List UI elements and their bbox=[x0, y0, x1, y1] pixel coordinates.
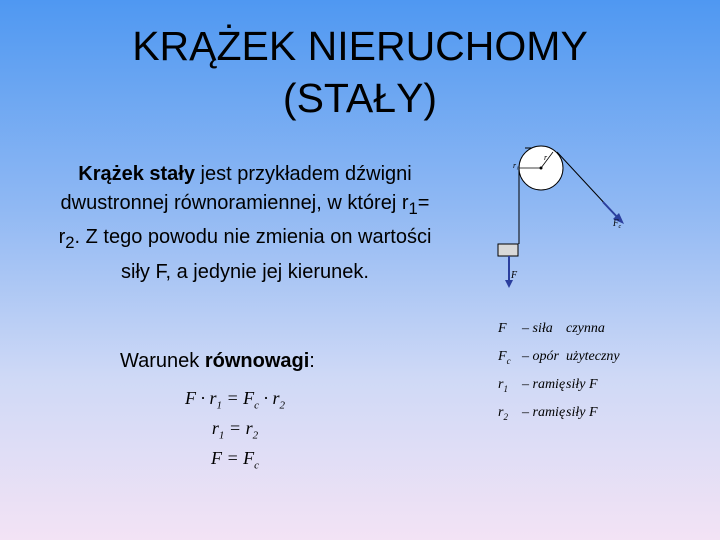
legend-row: $r_1$ – ramię siły F bbox=[498, 377, 598, 394]
cond-prefix: Warunek bbox=[120, 350, 205, 372]
sub-r2: 2 bbox=[65, 233, 75, 252]
cond-bold: równowagi bbox=[204, 350, 310, 372]
cond-suffix: : bbox=[309, 350, 315, 372]
label-r1: r₁ bbox=[513, 161, 519, 170]
legend-row: F – siła czynna bbox=[498, 321, 605, 336]
sub-r1: 1 bbox=[408, 198, 418, 218]
text-a: jest przykładem dźwigni dwustronnej równoramiennej, w której r bbox=[60, 163, 412, 214]
equations bbox=[170, 383, 300, 473]
legend-row: $r_2$ – ramię siły F bbox=[498, 405, 598, 422]
pulley-diagram bbox=[485, 140, 645, 300]
equation-3: $F = F_c$ bbox=[210, 448, 260, 472]
equilibrium-condition bbox=[120, 350, 315, 373]
legend-row: $F_c$ – opór użyteczny bbox=[498, 349, 620, 366]
title-line-1: KRĄŻEK NIERUCHOMY bbox=[132, 23, 588, 69]
legend bbox=[498, 318, 698, 430]
label-r2: r bbox=[544, 153, 548, 162]
bold-lead: Krążek stały bbox=[78, 163, 195, 185]
label-fc: $F_c$ bbox=[613, 218, 622, 230]
equation-2: $r_1 = r_2$ bbox=[211, 418, 259, 442]
description-paragraph bbox=[55, 160, 435, 286]
load-block bbox=[498, 244, 518, 256]
equation-1: $F \cdot r_1 = F_c \cdot r_2$ bbox=[184, 388, 286, 412]
label-f: F bbox=[511, 270, 518, 281]
arrow-f-head bbox=[505, 280, 513, 288]
slide-title bbox=[60, 20, 660, 124]
text-c: . Z tego powodu nie zmienia on wartości siły F, a jedynie jej kierunek. bbox=[74, 226, 432, 283]
text-b: = r bbox=[58, 191, 430, 248]
title-line-2: (STAŁY) bbox=[282, 75, 438, 121]
